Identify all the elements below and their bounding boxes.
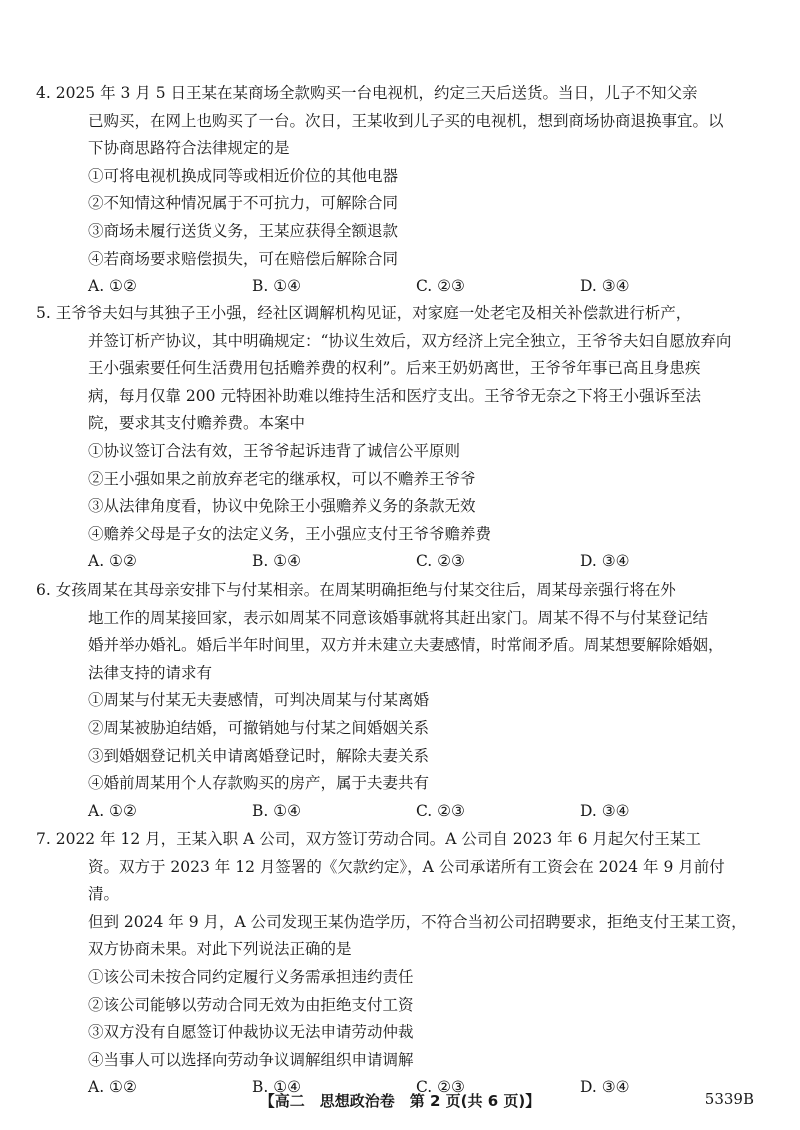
page-footer: [0, 1090, 800, 1114]
question-7: [36, 826, 752, 1102]
footer-page-info: 【高二 思想政治卷 第 2 页(共 6 页)】: [259, 1092, 541, 1110]
stem-line: 王小强索要任何生活费用包括赡养费的权利”。后来王奶奶离世，王爷爷年事已高且身患疾: [88, 359, 701, 378]
question-stem: [36, 577, 752, 687]
option-4: ④婚前周某用个人存款购买的房产，属于夫妻共有: [88, 774, 430, 793]
answer-d: D. ③④: [580, 552, 630, 571]
question-5: [36, 300, 752, 576]
stem-line: 法律支持的请求有: [88, 663, 213, 682]
stem-line: 并签订析产协议，其中明确规定：“协议生效后，双方经济上完全独立，王爷爷夫妇自愿放弃向: [88, 331, 732, 350]
option-2: ②该公司能够以劳动合同无效为由拒绝支付工资: [88, 995, 414, 1014]
answer-b: B. ①④: [252, 801, 302, 820]
answer-b: B. ①④: [252, 552, 302, 571]
answer-d: D. ③④: [580, 1078, 630, 1097]
stem-line: 已购买，在网上也购买了一台。次日，王某收到儿子买的电视机，想到商场协商退换事宜。以: [88, 111, 724, 130]
stem-line: 下协商思路符合法律规定的是: [88, 139, 290, 158]
question-stem: [36, 826, 752, 964]
answer-choices: [62, 548, 752, 576]
answer-c: C. ②③: [416, 801, 465, 820]
option-2: ②不知情这种情况属于不可抗力，可解除合同: [88, 194, 399, 213]
option-3: ③到婚姻登记机关申请离婚登记时，解除夫妻关系: [88, 746, 430, 765]
option-4: ④若商场要求赔偿损失，可在赔偿后解除合同: [88, 249, 399, 268]
stem-line: 婚并举办婚礼。婚后半年时间里，双方并未建立夫妻感情，时常闹矛盾。周某想要解除婚姻，: [88, 636, 724, 655]
stem-line: 院，要求其支付赡养费。本案中: [88, 414, 306, 433]
stem-line: 7. 2022 年 12 月，王某入职 A 公司，双方签订劳动合同。A 公司自 2023 年 6 月起欠付王某工: [36, 830, 701, 848]
answer-choices: [62, 798, 752, 826]
stem-line: 地工作的周某接回家，表示如周某不同意该婚事就将其赶出家门。周某不得不与付某登记结: [88, 608, 709, 627]
answer-a: A. ①②: [88, 1078, 137, 1097]
answer-d: D. ③④: [580, 277, 630, 296]
option-4: ④赡养父母是子女的法定义务，王小强应支付王爷爷赡养费: [88, 524, 492, 543]
option-1: ①周某与付某无夫妻感情，可判决周某与付某离婚: [88, 691, 430, 710]
answer-choices: [62, 273, 752, 301]
question-stem: [36, 300, 752, 438]
answer-c: C. ②③: [416, 1078, 465, 1097]
question-4: [36, 80, 752, 301]
answer-a: A. ①②: [88, 277, 137, 296]
answer-a: A. ①②: [88, 801, 137, 820]
answer-b: B. ①④: [252, 277, 302, 296]
question-stem: [36, 80, 752, 163]
answer-c: C. ②③: [416, 277, 465, 296]
option-4: ④当事人可以选择向劳动争议调解组织申请调解: [88, 1050, 414, 1069]
stem-line: 双方协商未果。对此下列说法正确的是: [88, 940, 352, 959]
option-1: ①可将电视机换成同等或相近价位的其他电器: [88, 166, 399, 185]
stem-line: 5. 王爷爷夫妇与其独子王小强，经社区调解机构见证，对家庭一处老宅及相关补偿款进行析产，: [36, 304, 692, 322]
question-6: [36, 577, 752, 825]
stem-line: 资。双方于 2023 年 12 月签署的《欠款约定》，A 公司承诺所有工资会在 2024 年 9 月前付清。: [88, 857, 725, 904]
answer-c: C. ②③: [416, 552, 465, 571]
option-2: ②王小强如果之前放弃老宅的继承权，可以不赡养王爷爷: [88, 469, 476, 488]
stem-line: 6. 女孩周某在其母亲安排下与付某相亲。在周某明确拒绝与付某交往后，周某母亲强行将在外: [36, 581, 676, 599]
option-3: ③从法律角度看，协议中免除王小强赡养义务的条款无效: [88, 497, 476, 516]
answer-a: A. ①②: [88, 552, 137, 571]
option-2: ②周某被胁迫结婚，可撤销她与付某之间婚姻关系: [88, 718, 430, 737]
stem-line: 病，每月仅靠 200 元特困补助难以维持生活和医疗支出。王爷爷无奈之下将王小强诉至法: [88, 386, 701, 405]
footer-exam-code: 5339B: [704, 1090, 754, 1108]
option-3: ③双方没有自愿签订仲裁协议无法申请劳动仲裁: [88, 1023, 414, 1042]
option-3: ③商场未履行送货义务，王某应获得全额退款: [88, 221, 399, 240]
option-1: ①协议签订合法有效，王爷爷起诉违背了诚信公平原则: [88, 441, 461, 460]
answer-d: D. ③④: [580, 801, 630, 820]
answer-b: B. ①④: [252, 1078, 302, 1097]
option-1: ①该公司未按合同约定履行义务需承担违约责任: [88, 967, 414, 986]
stem-line: 4. 2025 年 3 月 5 日王某在某商场全款购买一台电视机，约定三天后送货。当日，儿子不知父亲: [36, 84, 698, 102]
stem-line: 但到 2024 年 9 月，A 公司发现王某伪造学历，不符合当初公司招聘要求，拒绝支付王某工资，: [88, 912, 747, 931]
